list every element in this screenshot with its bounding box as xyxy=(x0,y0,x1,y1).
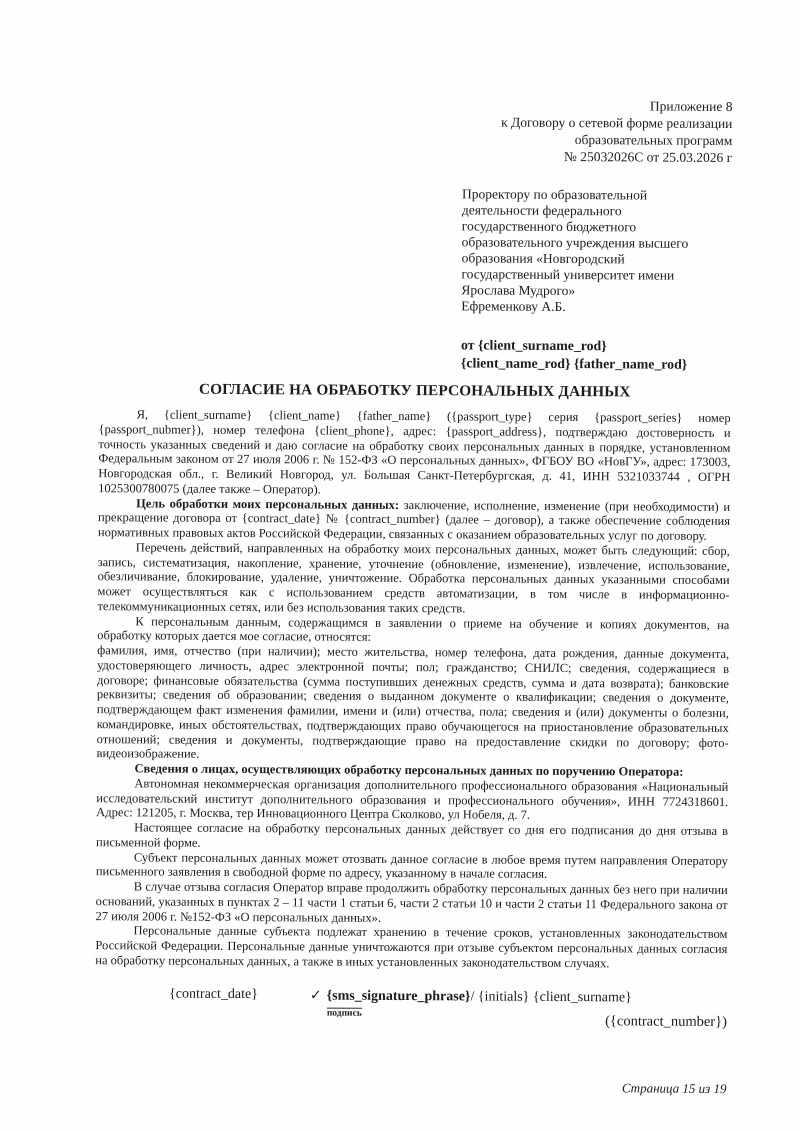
purpose-text: заключение, исполнение, изменение (при необходимости) и прекращение договора от {contract_date} № {contract_number} (далее – договор), а также обеспечение соблюдения нормативных правовых актов Российской Федерации, связанных с оказанием образовательных услуг по договору. xyxy=(97,497,731,543)
signature-block xyxy=(310,987,632,1022)
from-line: от {client_surname_rod} xyxy=(461,337,607,354)
appendix-line: образовательных программ xyxy=(574,132,733,149)
from-block xyxy=(461,336,731,373)
contract-number-placeholder: ({contract_number}) xyxy=(605,1012,727,1030)
paragraph-validity: Настоящее согласие на обработку персональных данных действует со дня его подписания до дня отзыва в письменной форме. xyxy=(95,820,729,850)
appendix-header xyxy=(100,94,732,166)
appendix-line: № 25032026C от 25.03.2026 г xyxy=(564,148,733,166)
addressee-line: деятельности федерального xyxy=(461,202,622,219)
paragraph-purpose xyxy=(98,496,730,544)
paragraph-data-list: фамилия, имя, отчество (при наличии); место жительства, номер телефона, дата рождения, данные документа, удостоверяющего личность, адрес электронной почты; пол; гражданство; СНИЛС; сведения, содержащиеся в договоре; финансовые обязательства (сумма поступивших денежных средств, сумма и дата возврата); банковские реквизиты; сведения об образовании; сведения о выданном документе о квалификации; сведения о документе, подтверждающем факт изменения фамилии, имени и (или) отчества, пола; сведения и (или) документы о болезни, командировке, иных обстоятельствах, подтверждающих право обучающегося на приостановление образовательных отношений; сведения и документы, подтверждающие право на предоставление скидки по договору; фото-видеоизображение. xyxy=(96,643,730,762)
signature-caption: подпись xyxy=(326,1008,362,1019)
paragraph-processors-text: Автономная некоммерческая организация дополнительного профессионального образования «Национальный исследовательский институт дополнительного образования и профессионального обучения», ИНН 7724318601. Адрес: 121205, г. Москва, тер Инновационного Центра Сколково, ул Нобеля, д. 7. xyxy=(96,776,729,823)
document-title: СОГЛАСИЕ НА ОБРАБОТКУ ПЕРСОНАЛЬНЫХ ДАННЫХ xyxy=(198,380,631,401)
paragraph-intro: Я, {client_surname} {client_name} {father_name} ({passport_type} серия {passport_series} номер {passport_nubmer}), номер телефона {client_phone}, адрес: {passport_address}, подтверждаю достоверность и точность указанных сведений и даю согласие на обработку своих персональных данных в порядке, установленном Федеральным законом от 27 июля 2006 г. № 152-ФЗ «О персональных данных», ФГБОУ ВО «НовГУ», адрес: 173003, Новгородская обл., г. Великий Новгород, ул. Большая Санкт-Петербургская, д. 41, ИНН 5321033744 , ОГРН 1025300780075 (далее также – Оператор). xyxy=(98,407,731,497)
purpose-heading: Цель обработки моих персональных данных: xyxy=(136,495,400,512)
sms-signature-phrase: {sms_signature_phrase} xyxy=(326,988,471,1004)
addressee-line: Проректору по образовательной xyxy=(461,186,648,203)
signature-line xyxy=(310,987,632,1006)
paragraph-withdrawal-continue: В случае отзыва согласия Оператор вправе продолжить обработку персональных данных без него при наличии оснований, указанных в пунктах 2 – 11 части 1 статьи 6, части 2 статьи 10 и части 2 статьи 11 Федерального закона от 27 июля 2006 г. №152-ФЗ «О персональных данных». xyxy=(95,879,728,925)
paragraph-actions: Перечень действий, направленных на обработку моих персональных данных, может быть следующий: сбор, запись, систематизация, накопление, хранение, уточнение (обновление, изменение), извлечение, использование, обезличивание, блокирование, удаление, уничтожение. Обработка персональных данных указанными способами может осуществляться как с использованием средств автоматизации, в том числе в информационно-телекоммуникационных сетях, или без использования таких средств. xyxy=(97,540,730,616)
addressee-line: государственный университет имени xyxy=(461,266,675,283)
paragraph-data-lead: К персональным данным, содержащимся в заявлении о приеме на обучение и копиях документов, на обработку которых дается мое согласие, относятся: xyxy=(97,613,730,645)
processors-heading: Сведения о лицах, осуществляющих обработку персональных данных по поручению Оператора: xyxy=(134,761,684,779)
contract-date-placeholder: {contract_date} xyxy=(169,986,258,1002)
appendix-line: Приложение 8 xyxy=(649,98,733,115)
page-number-footer: Страница 15 из 19 xyxy=(621,1079,727,1096)
signature-initials: / {initials} {client_surname} xyxy=(470,988,632,1005)
addressee-line: государственного бюджетного xyxy=(461,218,637,235)
document-body xyxy=(95,407,730,971)
paragraph-withdrawal: Субъект персональных данных может отозвать данное согласие в любое время путем направления Оператору письменного заявления в свободной форме по адресу, указанному в начале согласия. xyxy=(95,849,728,882)
addressee-line: Ефременкову А.Б. xyxy=(461,298,566,315)
from-line: {client_name_rod} {father_name_rod} xyxy=(460,354,688,372)
addressee-block xyxy=(461,186,732,316)
addressee-line: образования «Новгородский xyxy=(461,250,625,267)
appendix-line: к Договору о сетевой форме реализации xyxy=(501,114,733,132)
addressee-line: образовательного учреждения высшего xyxy=(461,234,689,251)
checkmark-icon: ✓ xyxy=(309,987,322,1004)
paragraph-storage: Персональные данные субъекта подлежат хранению в течение сроков, установленных законодательством Российской Федерации. Персональные данные уничтожаются при отзыве субъектом персональных данных согласия на обработку персональных данных, а также в иных установленных законодательством случаях. xyxy=(95,923,728,971)
addressee-line: Ярослава Мудрого» xyxy=(461,282,576,299)
